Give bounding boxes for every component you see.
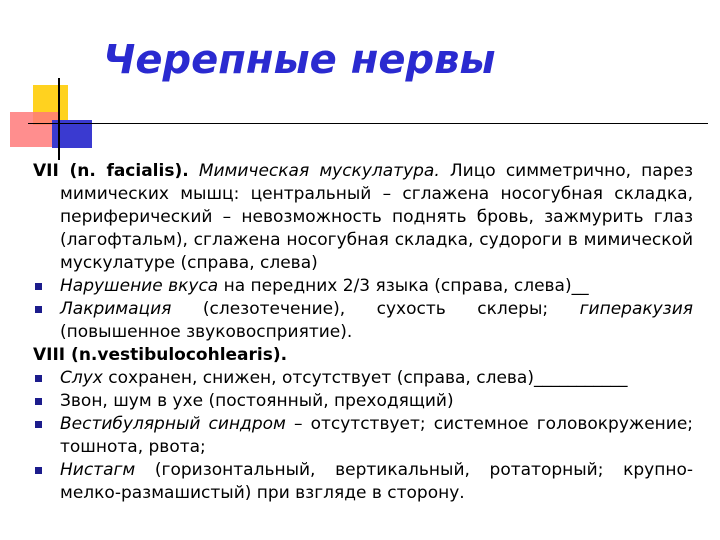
- section-viii-intro: [33, 344, 693, 367]
- section-viii-heading: VIII (n.vestibulocohlearis).: [33, 345, 288, 365]
- list-item: [33, 413, 693, 459]
- bullet-icon: [35, 306, 42, 313]
- slide-content: [33, 160, 693, 505]
- item-text: Звон, шум в ухе (постоянный, преходящий): [60, 391, 454, 411]
- list-item: [33, 275, 693, 298]
- item-em: Нарушение вкуса: [60, 276, 219, 296]
- bullet-icon: [35, 421, 42, 428]
- item-text: – отсутствует; системное головокружение; тошнота, рвота;: [60, 414, 694, 457]
- section-vii-intro-text: Лицо симметрично, парез мимических мышц: центральный – сглажена носогубная складка, периферический – невозможность поднять бровь, зажмурить глаз (лагофтальм), сглажена носогубная складка, судороги в мимической мускулатуре (справа, слева): [60, 161, 693, 273]
- bullet-icon: [35, 467, 42, 474]
- item-em: Лакримация: [60, 299, 172, 319]
- item-em: Нистагм: [60, 460, 136, 480]
- item-text-2: (повышенное звуковосприятие).: [60, 322, 353, 342]
- list-item: [33, 367, 693, 390]
- list-item: [33, 298, 693, 344]
- item-text: (горизонтальный, вертикальный, ротаторный; крупно-мелко-размашистый) при взгляде в сторону.: [60, 460, 693, 503]
- list-item: [33, 390, 693, 413]
- bullet-icon: [35, 375, 42, 382]
- section-vii-intro: [33, 160, 693, 275]
- list-item: [33, 459, 693, 505]
- section-vii-intro-em: Мимическая мускулатура.: [198, 161, 440, 181]
- item-em: Слух: [60, 368, 103, 388]
- item-em-2: гиперакузия: [579, 299, 693, 319]
- bullet-icon: [35, 283, 42, 290]
- bullet-icon: [35, 398, 42, 405]
- title-underline: [28, 123, 708, 124]
- item-text: сохранен, снижен, отсутствует (справа, слева)___________: [102, 368, 628, 388]
- item-text: (слезотечение), сухость склеры;: [171, 299, 580, 319]
- decor-vertical-line: [58, 78, 60, 160]
- slide-title: Черепные нервы: [103, 37, 496, 83]
- section-vii-heading: VII (n. facialis).: [33, 161, 189, 181]
- item-text: на передних 2/3 языка (справа, слева)__: [218, 276, 589, 296]
- item-em: Вестибулярный синдром: [60, 414, 286, 434]
